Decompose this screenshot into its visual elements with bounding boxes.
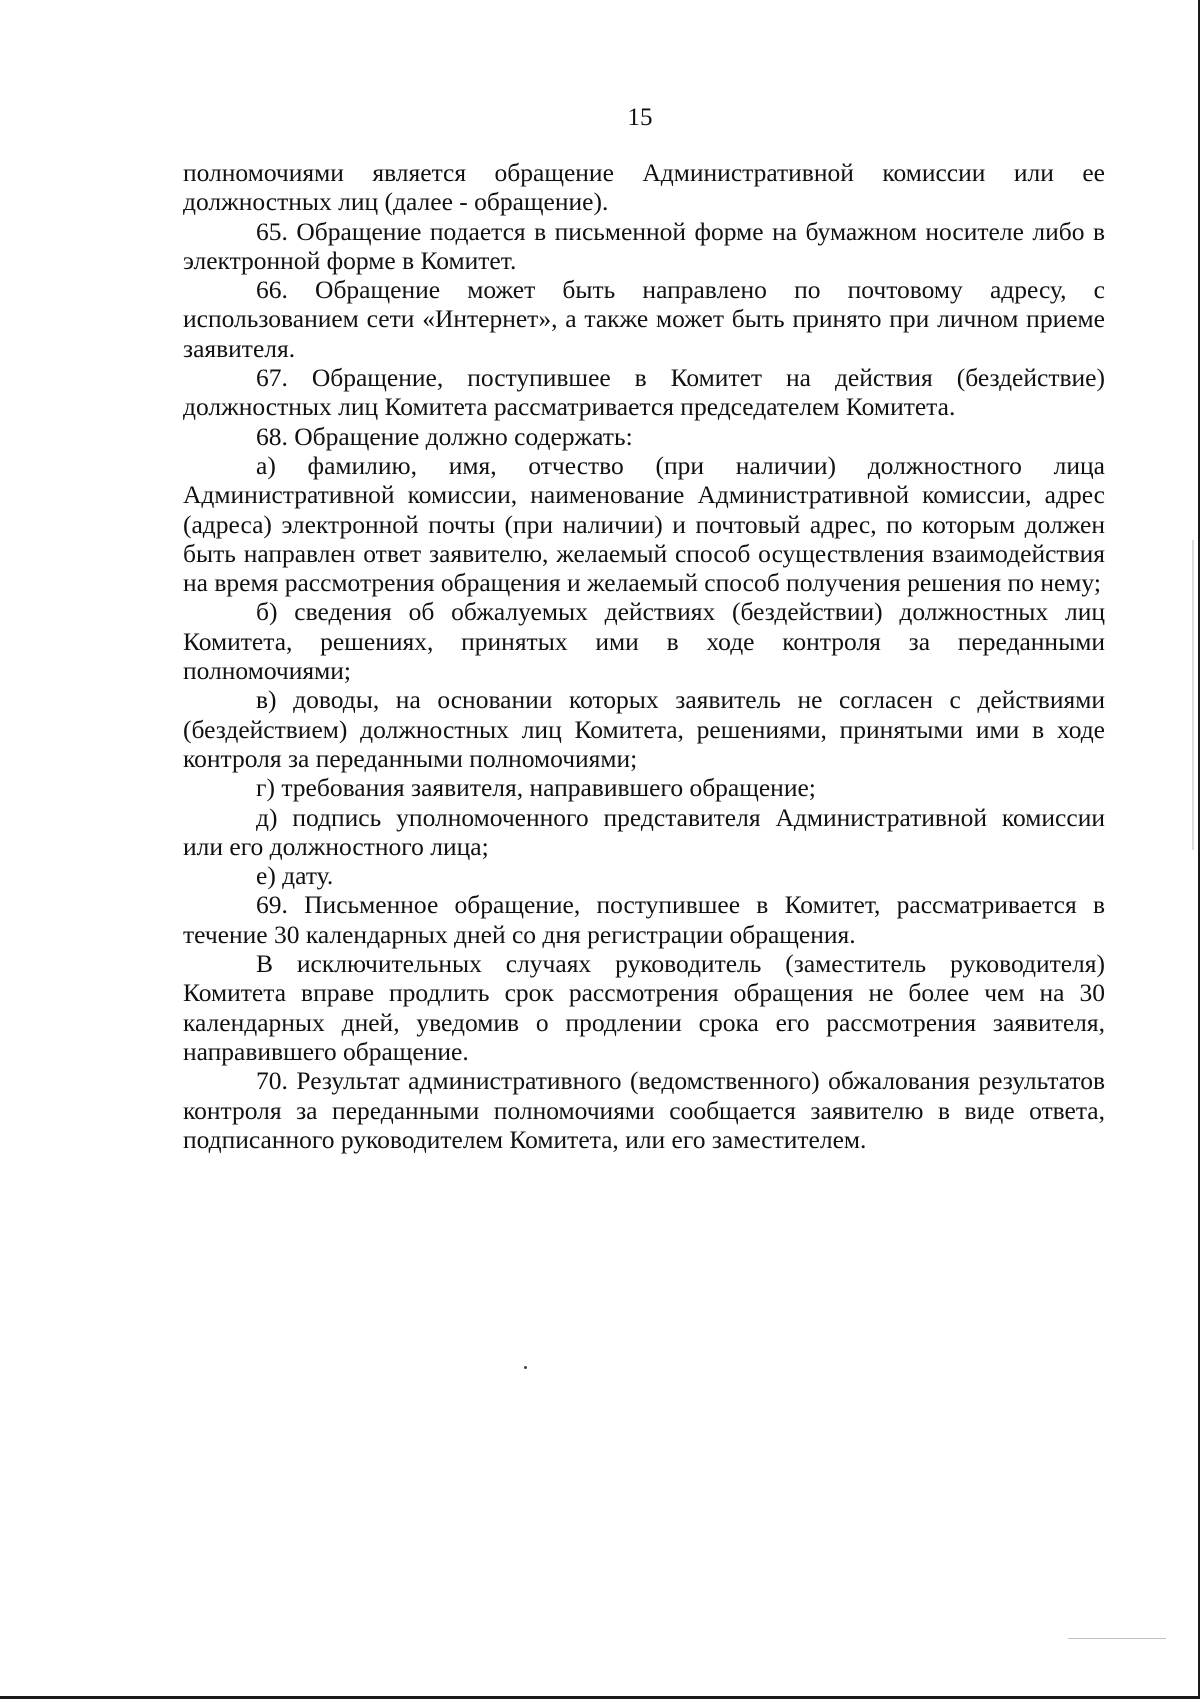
paragraph-67: 67. Обращение, поступившее в Комитет на действия (бездействие) должностных лиц Комитета рассматривается председателем Комитета.	[183, 363, 1105, 422]
paragraph-continuation: полномочиями является обращение Административной комиссии или ее должностных лиц (далее - обращение).	[183, 158, 1105, 217]
page-number: 15	[627, 104, 653, 131]
scan-artifact-bottom	[1068, 1638, 1166, 1639]
paragraph-70: 70. Результат административного (ведомственного) обжалования результатов контроля за переданными полномочиями сообщается заявителю в виде ответа, подписанного руководителем Комитета, или его заместителем.	[183, 1066, 1105, 1154]
paragraph-68: 68. Обращение должно содержать:	[256, 421, 633, 451]
paragraph-69-exception: В исключительных случаях руководитель (заместитель руководителя) Комитета вправе продлить срок рассмотрения обращения не более чем на 30 календарных дней, уведомив о продлении срока его рассмотрения заявителя, направившего обращение.	[183, 949, 1105, 1066]
list-item-g: г) требования заявителя, направившего обращение;	[256, 773, 816, 803]
document-body	[183, 158, 1105, 1154]
list-item-d: д) подпись уполномоченного представителя Административной комиссии или его должностного лица;	[183, 802, 1105, 861]
list-item-e: е) дату.	[256, 861, 334, 891]
paragraph-65: 65. Обращение подается в письменной форме на бумажном носителе либо в электронной форме в Комитет.	[183, 216, 1105, 275]
paragraph-66: 66. Обращение может быть направлено по почтовому адресу, с использованием сети «Интернет», а также может быть принято при личном приеме заявителя.	[183, 275, 1105, 363]
list-item-b: б) сведения об обжалуемых действиях (бездействии) должностных лиц Комитета, решениях, принятых ими в ходе контроля за переданными полномочиями;	[183, 597, 1105, 686]
paragraph-69: 69. Письменное обращение, поступившее в Комитет, рассматривается в течение 30 календарных дней со дня регистрации обращения.	[183, 890, 1105, 949]
list-item-v: в) доводы, на основании которых заявитель не согласен с действиями (бездействием) должностных лиц Комитета, решениями, принятыми ими в ходе контроля за переданными полномочиями;	[183, 685, 1105, 773]
scan-artifact-dot	[524, 1366, 527, 1369]
scan-artifact-right	[1192, 540, 1194, 850]
list-item-a: а) фамилию, имя, отчество (при наличии) должностного лица Административной комиссии, наименование Административной комиссии, адрес (адреса) электронной почты (при наличии) и почтовый адрес, по которым должен быть направлен ответ заявителю, желаемый способ осуществления взаимодействия на время рассмотрения обращения и желаемый способ получения решения по нему;	[183, 450, 1105, 598]
